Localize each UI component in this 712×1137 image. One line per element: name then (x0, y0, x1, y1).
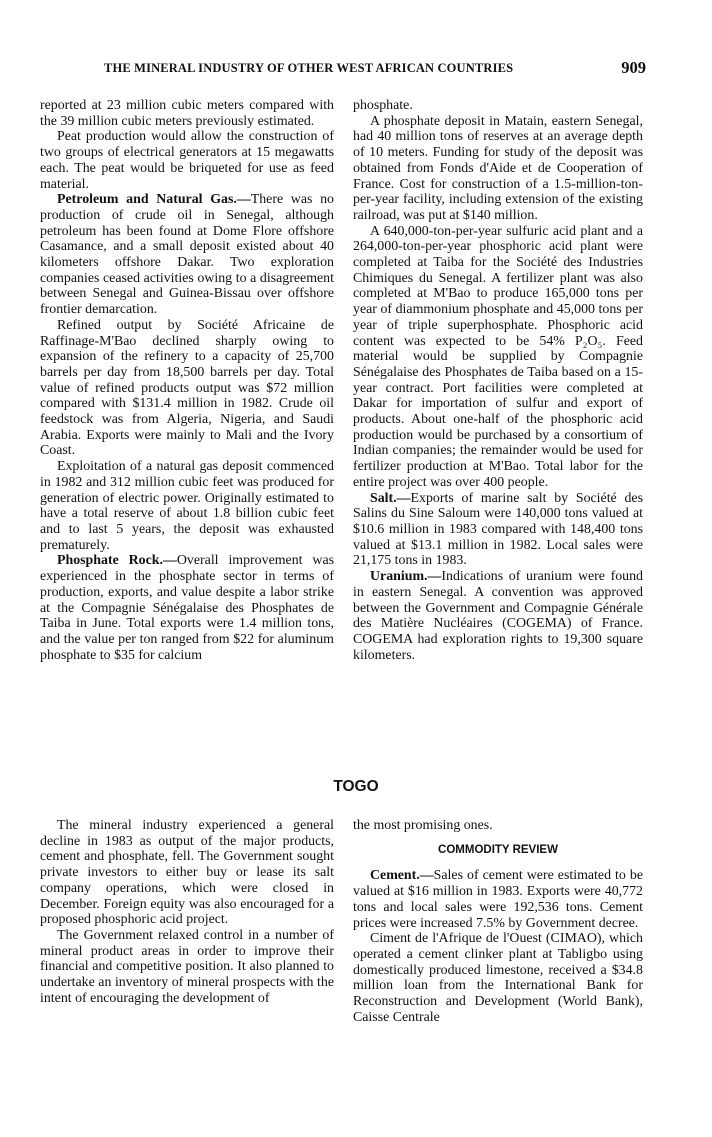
run-in-heading: Phosphate Rock.— (57, 553, 177, 569)
column-3 (40, 818, 334, 1006)
paragraph-salt (353, 491, 643, 570)
paragraph: The Government relaxed control in a number of mineral product areas in order to improve their financial and competitive position. It also planned to undertake an inventory of mineral prospects with the intent of encouraging the development of (40, 927, 334, 1006)
paragraph: A phosphate deposit in Matain, eastern Senegal, had 40 million tons of reserves at an average depth of 10 meters. Funding for study of the deposit was obtained from Fonds d'Aide et de Cooperation of France. Cost for construction of a 1.5-million-ton-per-year facility, including extension of the existing railroad, was put at $140 million. (353, 113, 643, 223)
paragraph-body: There was no production of crude oil in Senegal, although petroleum has been found at Dome Flore offshore Casamance, and a small deposit existed about 40 kilometers offshore Dakar. Two exploration companies ceased activities owing to a disagreement between Senegal and Guinea-Bissau over offshore frontier demarcation. (40, 192, 334, 318)
subheading-commodity-review: COMMODITY REVIEW (438, 843, 558, 856)
paragraph-petroleum (40, 192, 334, 318)
column-1 (40, 98, 334, 663)
paragraph-body: Indications of uranium were found in eastern Senegal. A convention was approved between the Government and Compagnie Générale des Matière Nucléaires (COGEMA) of France. COGEMA had exploration rights to 19,300 square kilometers. (353, 569, 643, 663)
paragraph: A 640,000-ton-per-year sulfuric acid plant and a 264,000-ton-per-year phosphoric acid plant were completed at Taiba for the Société des Industries Chimiques du Senegal. A fertilizer plant was also completed at M'Bao to produce 165,000 tons per year of diammonium phosphate and 45,000 tons per year of triple superphosphate. Phosphoric acid content was expected to be 54% P₂O₅. Feed material would be supplied by Compagnie Sénégalaise des Phosphates de Taiba based on a 15-year contract. Port facilities were completed at Dakar for importation of sulfur and export of products. About one-half of the phosphoric acid production would be purchased by a consortium of Indian companies; the remainder would be used for fertilizer production at M'Bao. Total labor for the entire project was over 400 people. (353, 223, 643, 490)
run-in-heading: Petroleum and Natural Gas.— (57, 192, 251, 208)
column-2 (353, 98, 643, 663)
paragraph-uranium (353, 569, 643, 663)
paragraph: Peat production would allow the construction of two groups of electrical generators at 15 megawatts each. The peat would be briqueted for use as feed material. (40, 129, 334, 192)
running-title: THE MINERAL INDUSTRY OF OTHER WEST AFRICAN COUNTRIES (104, 61, 514, 75)
paragraph: the most promising ones. (353, 818, 493, 833)
section-title-togo: TOGO (333, 778, 379, 795)
paragraph-body: Exports of marine salt by Société des Salins du Sine Saloum were 140,000 tons valued at $10.6 million in 1983 compared with 148,400 tons valued at $13.1 million in 1982. Local sales were 21,175 tons in 1983. (353, 490, 643, 569)
page-number: 909 (621, 58, 646, 77)
run-in-heading: Cement.— (370, 868, 434, 884)
paragraph: reported at 23 million cubic meters compared with the 39 million cubic meters previously estimated. (40, 98, 334, 129)
column-4 (353, 818, 643, 1025)
paragraph-phosphate (40, 553, 334, 663)
paragraph-body: Overall improvement was experienced in the phosphate sector in terms of production, exports, and value despite a labor strike at the Compagnie Sénégalaise des Phosphates de Taiba in June. Total exports were 1.4 million tons, and the value per ton ranged from $22 for aluminum phosphate to $35 for calcium (40, 553, 335, 663)
paragraph: Exploitation of a natural gas deposit commenced in 1982 and 312 million cubic feet was produced for generation of electric power. Originally estimated to have a total reserve of about 1.8 billion cubic feet and to last 5 years, the deposit was exhausted prematurely. (40, 459, 334, 553)
paragraph: Refined output by Société Africaine de Raffinage-M'Bao declined sharply owing to expansion of the refinery to a capacity of 25,700 barrels per day from 18,500 barrels per day. Total value of refined products output was $72 million compared with $131.4 million in 1982. Crude oil feedstock was from Algeria, Nigeria, and Saudi Arabia. Exports were mainly to Mali and the Ivory Coast. (40, 317, 334, 459)
page-header (40, 58, 646, 80)
paragraph-body: Sales of cement were estimated to be valued at $16 million in 1983. Exports were 40,772 tons and local sales were 192,536 tons. Cement prices were increased 7.5% by Government decree. (353, 868, 643, 931)
paragraph-cement (353, 868, 643, 931)
paragraph: Ciment de l'Afrique de l'Ouest (CIMAO), which operated a cement clinker plant at Tabligbo using domestically produced limestone, received a $34.8 million loan from the International Bank for Reconstruction and Development (World Bank), Caisse Centrale (353, 931, 643, 1025)
run-in-heading: Uranium.— (370, 569, 442, 585)
paragraph: phosphate. (353, 98, 413, 113)
run-in-heading: Salt.— (370, 490, 411, 506)
paragraph: The mineral industry experienced a general decline in 1983 as output of the major products, cement and phosphate, fell. The Government sought private investors to either buy or lease its salt company operations, which were closed in December. Foreign equity was also encouraged for a proposed phosphoric acid project. (40, 818, 334, 928)
